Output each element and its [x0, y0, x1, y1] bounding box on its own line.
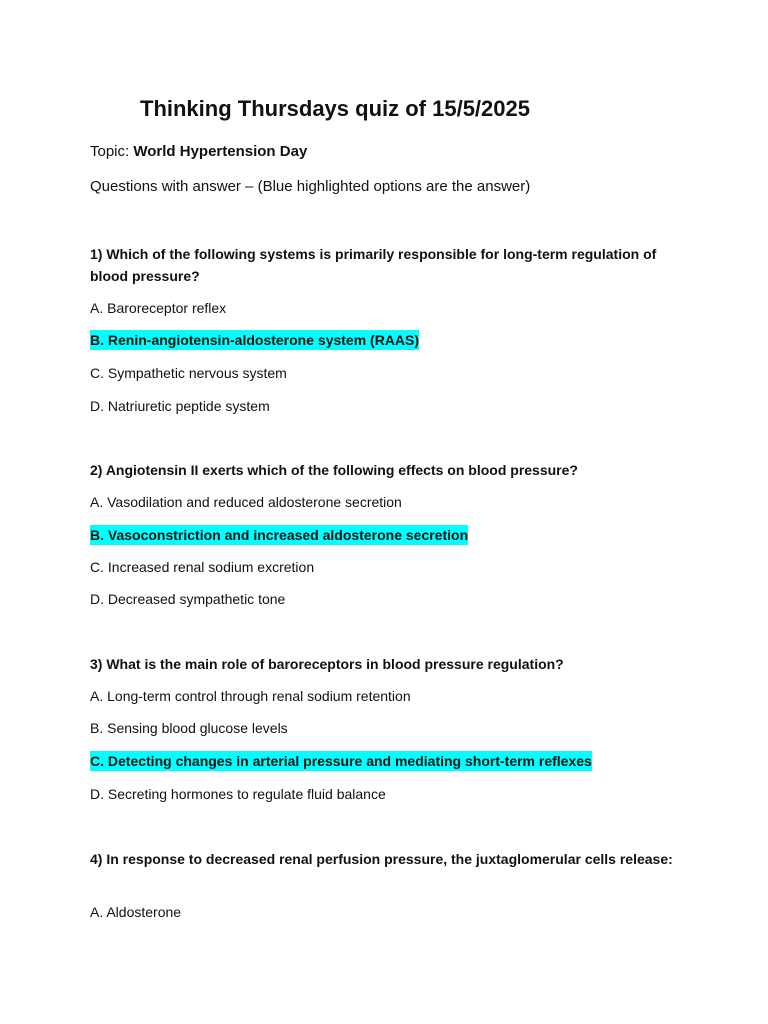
- topic-line: [90, 140, 307, 164]
- question-2-option-c: C. Increased renal sodium excretion: [90, 559, 315, 575]
- question-2-option-b-answer: B. Vasoconstriction and increased aldosterone secretion: [90, 527, 469, 543]
- question-3-option-a: A. Long-term control through renal sodium retention: [90, 688, 411, 704]
- question-3: 3) What is the main role of baroreceptors in blood pressure regulation?: [90, 656, 564, 672]
- document-title: Thinking Thursdays quiz of 15/5/2025: [140, 96, 530, 121]
- question-1-option-d: D. Natriuretic peptide system: [90, 398, 270, 414]
- question-1: 1) Which of the following systems is primarily responsible for long-term regulation of blood pressure?: [90, 246, 657, 284]
- question-2-option-a: A. Vasodilation and reduced aldosterone secretion: [90, 494, 402, 510]
- question-1-option-c: C. Sympathetic nervous system: [90, 365, 287, 381]
- question-2: 2) Angiotensin II exerts which of the following effects on blood pressure?: [90, 462, 578, 478]
- topic-value: World Hypertension Day: [133, 143, 308, 160]
- topic-label: Topic:: [90, 143, 134, 160]
- question-3-option-d: D. Secreting hormones to regulate fluid balance: [90, 786, 386, 802]
- question-1-option-b-answer: B. Renin-angiotensin-aldosterone system (RAAS): [90, 332, 420, 348]
- intro-text: Questions with answer – (Blue highlighted options are the answer): [90, 178, 531, 195]
- question-1-option-a: A. Baroreceptor reflex: [90, 300, 227, 316]
- question-4-option-a: A. Aldosterone: [90, 904, 182, 920]
- question-4: 4) In response to decreased renal perfusion pressure, the juxtaglomerular cells release:: [90, 851, 673, 867]
- question-2-option-d: D. Decreased sympathetic tone: [90, 591, 286, 607]
- question-3-option-b: B. Sensing blood glucose levels: [90, 720, 288, 736]
- question-3-option-c-answer: C. Detecting changes in arterial pressure and mediating short-term reflexes: [90, 753, 592, 769]
